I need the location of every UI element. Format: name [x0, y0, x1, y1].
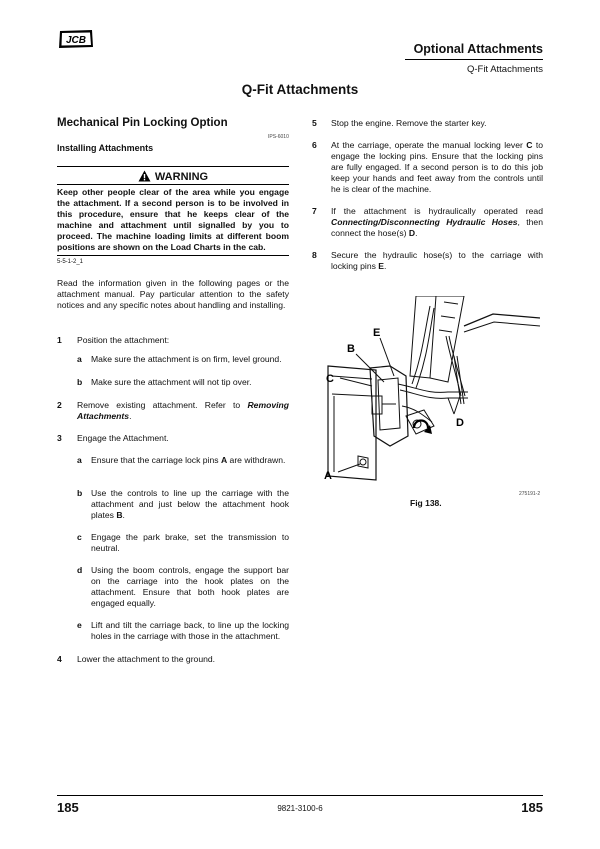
- figure-caption: Fig 138.: [410, 498, 442, 508]
- warning-top-rule: [57, 166, 289, 167]
- step-3c: c Engage the park brake, set the transmission to neutral.: [77, 532, 289, 553]
- ref-code: IPS-6010: [268, 134, 289, 140]
- figure-ref-code: 275191-2: [519, 491, 541, 497]
- footer-rule: [57, 795, 543, 796]
- step-2: 2 Remove existing attachment. Refer to Removing Attachments.: [57, 400, 289, 421]
- step-4: 4 Lower the attachment to the ground.: [57, 654, 216, 664]
- warning-mid-rule: [57, 184, 289, 185]
- step-3d: d Using the boom controls, engage the support bar on the carriage into the hook plates on the attachment. Ensure that both hook plates are engaged equally.: [77, 565, 289, 608]
- warning-text: Keep other people clear of the area while you engage the attachment. If a second person is to be involved in this procedure, ensure that he keeps clear of the machine and attachment until signalled by you to proceed. The machine loading limits at different boom positions are shown on the Load Charts in the cab.: [57, 187, 289, 252]
- removing-attachments-link[interactable]: Removing Attachments: [77, 400, 289, 421]
- step-3b: b Use the controls to line up the carriage with the attachment and just below the attachment hook plates B.: [77, 488, 289, 520]
- header-rule: [405, 59, 543, 60]
- step-1b: b Make sure the attachment will not tip over.: [77, 377, 252, 387]
- document-number: 9821-3100-6: [277, 804, 323, 813]
- step-3a: a Ensure that the carriage lock pins A are withdrawn.: [77, 455, 286, 465]
- step-8: 8 Secure the hydraulic hose(s) to the carriage with locking pins E.: [312, 250, 543, 271]
- warning-icon: [138, 170, 151, 182]
- step-1: 1 Position the attachment:: [57, 335, 170, 345]
- figure-label-d: D: [456, 417, 464, 429]
- hydraulic-hoses-link[interactable]: Connecting/Disconnecting Hydraulic Hoses: [331, 217, 518, 227]
- warning-bottom-rule: [57, 255, 289, 256]
- warning-code: 5-5-1-2_1: [57, 259, 84, 265]
- logo-text: JCB: [65, 35, 87, 46]
- step-6: 6 At the carriage, operate the manual locking lever C to engage the locking pins. Ensure that the locking pins are fully engaged. If a second person is to do this job keep your hands and feet away from the controls until he is clear of the machine.: [312, 140, 543, 194]
- section-title: Mechanical Pin Locking Option: [57, 117, 228, 129]
- step-3: 3 Engage the Attachment.: [57, 433, 169, 443]
- figure-label-c: C: [326, 373, 334, 385]
- header-title: Optional Attachments: [413, 42, 543, 56]
- step-1a: a Make sure the attachment is on firm, level ground.: [77, 354, 282, 364]
- intro-paragraph: Read the information given in the following pages or the attachment manual. Pay particular attention to the safety notices and any specific notes about handling and installing.: [57, 278, 289, 310]
- step-5: 5 Stop the engine. Remove the starter key.: [312, 118, 487, 128]
- step-7: 7 If the attachment is hydraulically operated read Connecting/Disconnecting Hydraulic Hoses, then connect the hose(s) D.: [312, 206, 543, 238]
- page-number-right: 185: [521, 800, 543, 815]
- attachment-figure: [318, 296, 544, 488]
- page-number-left: 185: [57, 800, 79, 815]
- page-title: Q-Fit Attachments: [241, 82, 359, 97]
- warning-heading: [57, 170, 289, 183]
- header-subtitle: Q-Fit Attachments: [466, 64, 543, 75]
- step-3e: e Lift and tilt the carriage back, to line up the locking holes in the carriage with those in the attachment.: [77, 620, 289, 641]
- jcb-logo: [57, 28, 95, 50]
- warning-label: WARNING: [154, 171, 209, 183]
- figure-label-e: E: [373, 327, 381, 339]
- figure-label-b: B: [347, 343, 355, 355]
- figure-label-a: A: [324, 470, 332, 482]
- subsection-title: Installing Attachments: [57, 143, 154, 153]
